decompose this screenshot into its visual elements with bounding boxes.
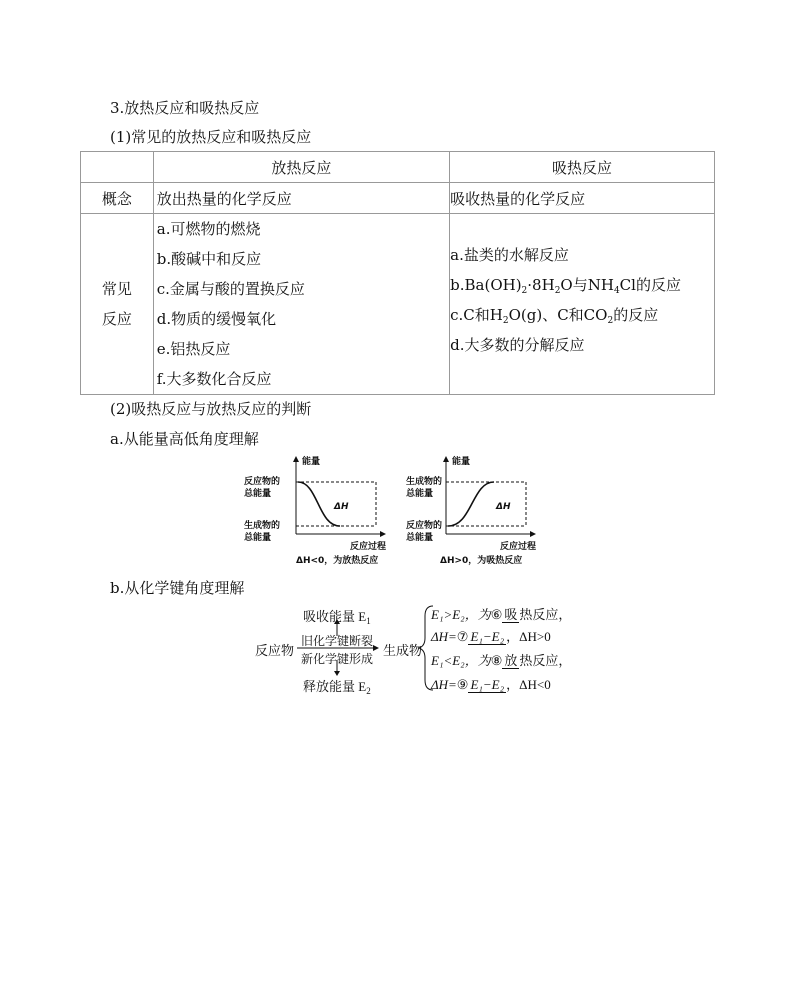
subscript: 1 — [366, 616, 371, 626]
common-endothermic-list — [450, 214, 715, 395]
row-label-concept: 概念 — [81, 183, 154, 214]
case-1-cond: E₁>E₂，为 — [431, 607, 491, 622]
subsection-1-title: (1)常见的放热反应和吸热反应 — [110, 128, 312, 146]
subscript: 2 — [554, 286, 561, 296]
list-item — [450, 270, 714, 300]
product-label: 生成物 — [383, 643, 423, 658]
case-4 — [431, 674, 551, 693]
case-1 — [431, 604, 571, 623]
reaction-suffix: 的反应 — [613, 306, 659, 324]
absorb-energy — [303, 606, 371, 625]
absorb-text: 吸收能量 E — [303, 609, 367, 624]
delta-h-label: ΔH — [496, 502, 511, 512]
y-axis-label: 能量 — [452, 457, 471, 467]
top-level-label-1: 反应物的 — [244, 477, 281, 487]
bond-energy-diagram — [255, 600, 575, 696]
release-text: 释放能量 E — [303, 679, 367, 694]
blank-number: ⑦ — [456, 629, 469, 644]
case-4-pre: ΔH= — [431, 677, 457, 692]
bond-break-label: 旧化学键断裂 — [301, 634, 374, 648]
case-3 — [431, 650, 571, 669]
section-title: 3.放热反应和吸热反应 — [110, 99, 260, 117]
header-exothermic: 放热反应 — [153, 152, 449, 183]
row-label-common — [81, 214, 154, 395]
case-2-end: ，ΔH>0 — [506, 629, 551, 644]
part-b-title: b.从化学键角度理解 — [110, 579, 245, 597]
nh: O与NH — [560, 276, 614, 294]
list-item: e.铝热反应 — [156, 340, 231, 358]
table-corner — [81, 152, 154, 183]
case-3-end: 热反应， — [519, 653, 572, 668]
blank-number: ⑥ — [490, 607, 503, 622]
case-2 — [431, 626, 551, 645]
answer-blank: 放 — [504, 653, 518, 668]
y-axis-label: 能量 — [302, 457, 321, 467]
top-level-label-2: 总能量 — [244, 489, 272, 499]
c-and-h: c.C和H — [450, 306, 503, 324]
case-2-pre: ΔH= — [431, 629, 457, 644]
ba-oh: b.Ba(OH) — [450, 276, 522, 294]
list-item: d.物质的缓慢氧化 — [156, 310, 277, 328]
subscript: 2 — [366, 686, 371, 696]
bottom-level-label-1: 生成物的 — [244, 521, 281, 531]
answer-blank: E₁−E₂ — [470, 629, 505, 644]
concept-exothermic: 放出热量的化学反应 — [153, 183, 449, 214]
top-level-label-2: 总能量 — [406, 489, 434, 499]
reaction-table — [80, 151, 715, 395]
header-endothermic: 吸热反应 — [450, 152, 715, 183]
endothermic-diagram — [404, 454, 554, 568]
list-item: c.金属与酸的置换反应 — [156, 280, 305, 298]
diagram-caption: ΔH<0，为放热反应 — [296, 556, 379, 566]
top-level-label-1: 生成物的 — [406, 477, 443, 487]
x-axis-label: 反应过程 — [500, 542, 537, 552]
list-item: a.可燃物的燃烧 — [156, 220, 261, 238]
exothermic-diagram — [240, 454, 390, 568]
row-label-common-line1: 常见 — [101, 280, 132, 298]
list-item: b.酸碱中和反应 — [156, 250, 262, 268]
diagram-caption: ΔH>0，为吸热反应 — [440, 556, 523, 566]
list-item: a.盐类的水解反应 — [450, 246, 569, 264]
release-energy — [303, 676, 371, 695]
concept-endothermic: 吸收热量的化学反应 — [450, 183, 715, 214]
water-mark: ·8H — [527, 276, 555, 294]
cl-reaction: Cl的反应 — [619, 276, 681, 294]
subscript: 2 — [607, 316, 614, 326]
reactant-label: 反应物 — [255, 643, 295, 658]
subscript: 2 — [502, 316, 509, 326]
x-axis-label: 反应过程 — [350, 542, 387, 552]
case-3-cond: E₁<E₂，为 — [431, 653, 491, 668]
answer-blank: E₁−E₂ — [470, 677, 505, 692]
bottom-level-label-1: 反应物的 — [406, 521, 443, 531]
row-label-common-line2: 反应 — [101, 310, 132, 328]
common-exothermic-list — [153, 214, 449, 395]
part-a-title: a.从能量高低角度理解 — [110, 430, 259, 448]
bottom-level-label-2: 总能量 — [244, 533, 272, 543]
subscript: 4 — [613, 286, 620, 296]
blank-number: ⑧ — [490, 653, 503, 668]
blank-number: ⑨ — [456, 677, 469, 692]
case-1-end: 热反应， — [519, 607, 572, 622]
subscript: 2 — [521, 286, 528, 296]
subsection-2-title: (2)吸热反应与放热反应的判断 — [110, 400, 312, 418]
bond-form-label: 新化学键形成 — [301, 652, 374, 666]
water-co: O(g)、C和CO — [508, 306, 608, 324]
delta-h-label: ΔH — [334, 502, 349, 512]
list-item: f.大多数化合反应 — [156, 370, 272, 388]
list-item — [450, 300, 714, 330]
bottom-level-label-2: 总能量 — [406, 533, 434, 543]
case-4-end: ，ΔH<0 — [506, 677, 551, 692]
answer-blank: 吸 — [504, 607, 518, 622]
list-item: d.大多数的分解反应 — [450, 336, 585, 354]
